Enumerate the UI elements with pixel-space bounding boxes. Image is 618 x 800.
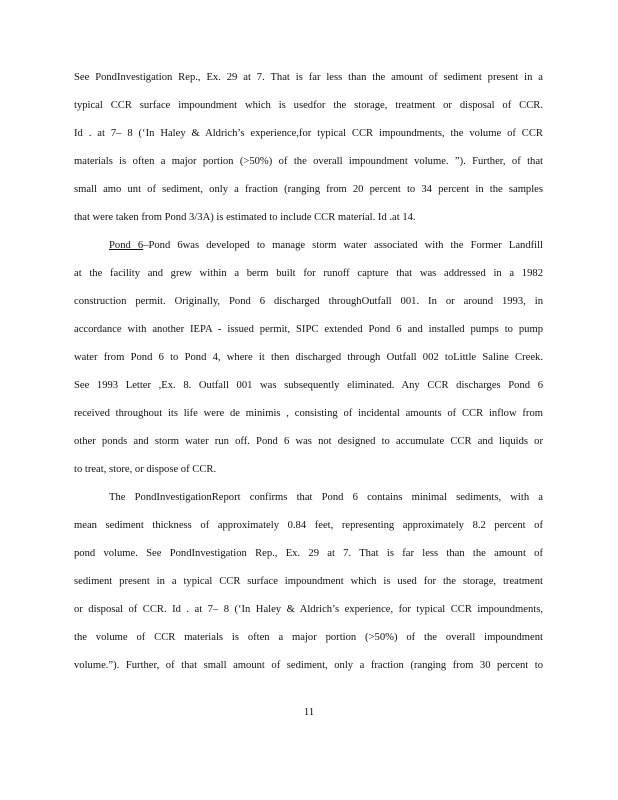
text-line: See PondInvestigation Rep., Ex. 29 at 7. That is far less than the amount of sediment present in a — [74, 72, 543, 83]
text-line: sediment present in a typical CCR surface impoundment which is used for the storage, treatment — [74, 576, 543, 587]
text-line: small amo unt of sediment, only a fraction (ranging from 20 percent to 34 percent in the samples — [74, 184, 543, 195]
text-line: The PondInvestigationReport confirms that Pond 6 contains minimal sediments, with a — [109, 492, 543, 503]
text-line: pond volume. See PondInvestigation Rep., Ex. 29 at 7. That is far less than the amount of — [74, 548, 543, 559]
text-line: water from Pond 6 to Pond 4, where it then discharged through Outfall 002 toLittle Saline Creek. — [74, 352, 543, 363]
text-line: to treat, store, or dispose of CCR. — [74, 464, 217, 475]
text-line-rest: –Pond 6was developed to manage storm water associated with the Former Landfill — [143, 240, 543, 251]
text-line: the volume of CCR materials is often a major portion (>50%) of the overall impoundment — [74, 632, 543, 643]
text-line: other ponds and storm water run off. Pond 6 was not designed to accumulate CCR and liquids or — [74, 436, 543, 447]
section-heading-pond-6: Pond 6 — [109, 240, 144, 251]
page-number: 11 — [303, 706, 315, 718]
text-line: See 1993 Letter ,Ex. 8. Outfall 001 was subsequently eliminated. Any CCR discharges Pond 6 — [74, 380, 543, 391]
text-line: or disposal of CCR. Id . at 7– 8 (‘In Haley & Aldrich’s experience, for typical CCR impoundments, — [74, 604, 543, 615]
text-line: materials is often a major portion (>50%) of the overall impoundment volume. ”). Further, of that — [74, 156, 543, 167]
text-line: Id . at 7– 8 (‘In Haley & Aldrich’s experience,for typical CCR impoundments, the volume of CCR — [74, 128, 543, 139]
text-line: received throughout its life were de minimis , consisting of incidental amounts of CCR inflow from — [74, 408, 543, 419]
text-line: that were taken from Pond 3/3A) is estimated to include CCR material. Id .at 14. — [74, 212, 416, 223]
text-line: typical CCR surface impoundment which is usedfor the storage, treatment or disposal of CCR. — [74, 100, 543, 111]
text-line: construction permit. Originally, Pond 6 discharged throughOutfall 001. In or around 1993, in — [74, 296, 543, 307]
text-line: mean sediment thickness of approximately 0.84 feet, representing approximately 8.2 percent of — [74, 520, 543, 531]
text-line: volume.”). Further, of that small amount of sediment, only a fraction (ranging from 30 percent to — [74, 660, 543, 671]
text-line-first — [109, 239, 543, 253]
text-line: at the facility and grew within a berm built for runoff capture that was addressed in a 1982 — [74, 268, 543, 279]
text-line: accordance with another IEPA - issued permit, SIPC extended Pond 6 and installed pumps to pump — [74, 324, 543, 335]
